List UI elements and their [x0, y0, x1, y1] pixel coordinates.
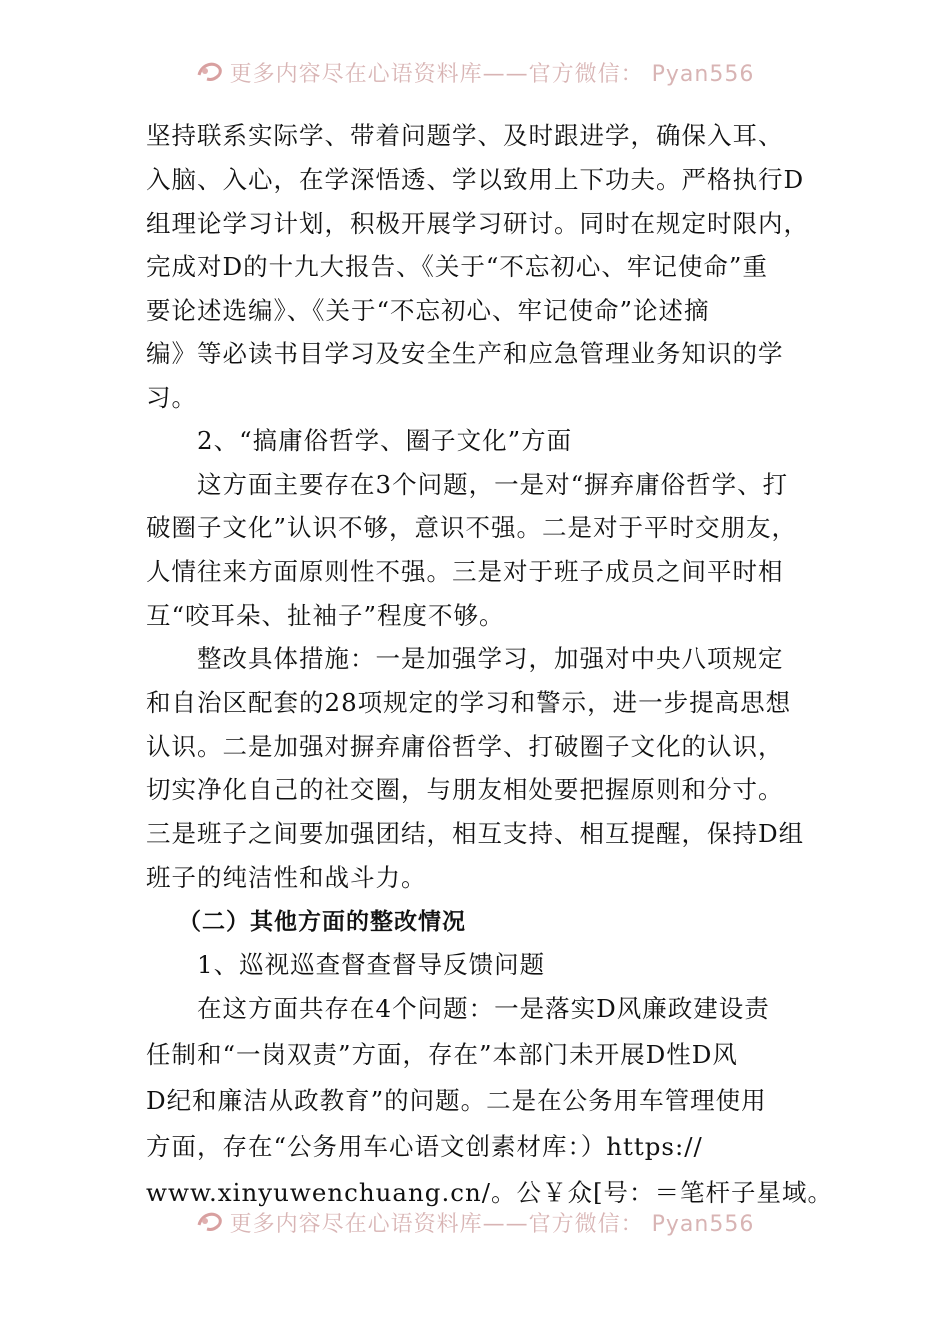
body-line: 破圈子文化”认识不够，意识不强。二是对于平时交朋友， — [146, 513, 798, 542]
body-line: 完成对D的十九大报告、《关于“不忘初心、牢记使命”重 — [146, 252, 768, 281]
watermark-text: 更多内容尽在心语资料库——官方微信： Pyan556 — [229, 1211, 755, 1237]
body-line: 整改具体措施：一是加强学习，加强对中央八项规定 — [197, 644, 784, 673]
body-line: 在这方面共存在4个问题：一是落实D风廉政建设责 — [197, 994, 770, 1023]
body-line: www.xinyuwenchuang.cn/。公￥众[号：＝笔杆子星域。 — [146, 1178, 834, 1207]
section-heading: 2、“搞庸俗哲学、圈子文化”方面 — [197, 426, 573, 455]
body-line: 三是班子之间要加强团结，相互支持、相互提醒，保持D组 — [146, 819, 805, 848]
watermark-text: 更多内容尽在心语资料库——官方微信： Pyan556 — [229, 61, 755, 87]
logo-icon — [196, 59, 226, 85]
body-line: 编》等必读书目学习及安全生产和应急管理业务知识的学 — [146, 339, 784, 368]
subsection-heading: （二）其他方面的整改情况 — [178, 909, 466, 935]
logo-icon — [196, 1209, 226, 1235]
body-line: 认识。二是加强对摒弃庸俗哲学、打破圈子文化的认识， — [146, 732, 784, 761]
body-line: 要论述选编》、《关于“不忘初心、牢记使命”论述摘 — [146, 296, 710, 325]
body-line: 任制和“一岗双责”方面，存在”本部门未开展D性D风 — [146, 1040, 738, 1069]
body-line: 人情往来方面原则性不强。三是对于班子成员之间平时相 — [146, 557, 784, 586]
section-heading: 1、巡视巡查督查督导反馈问题 — [197, 950, 546, 979]
body-line: 这方面主要存在3个问题，一是对“摒弃庸俗哲学、打 — [197, 470, 789, 499]
body-line: D纪和廉洁从政教育”的问题。二是在公务用车管理使用 — [146, 1086, 767, 1115]
body-line: 互“咬耳朵、扯袖子”程度不够。 — [146, 601, 505, 630]
body-line: 班子的纯洁性和战斗力。 — [146, 863, 427, 892]
body-line: 入脑、入心，在学深悟透、学以致用上下功夫。严格执行D — [146, 165, 805, 194]
body-line: 坚持联系实际学、带着问题学、及时跟进学，确保入耳、 — [146, 121, 784, 150]
watermark-header — [0, 52, 950, 92]
body-line: 和自治区配套的28项规定的学习和警示，进一步提高思想 — [146, 688, 792, 717]
body-line: 组理论学习计划，积极开展学习研讨。同时在规定时限内， — [146, 209, 809, 238]
body-line: 切实净化自己的社交圈，与朋友相处要把握原则和分寸。 — [146, 775, 784, 804]
body-line: 方面，存在“公务用车心语文创素材库：）https:// — [146, 1132, 703, 1161]
watermark-footer — [0, 1202, 950, 1242]
body-line: 习。 — [146, 383, 197, 412]
